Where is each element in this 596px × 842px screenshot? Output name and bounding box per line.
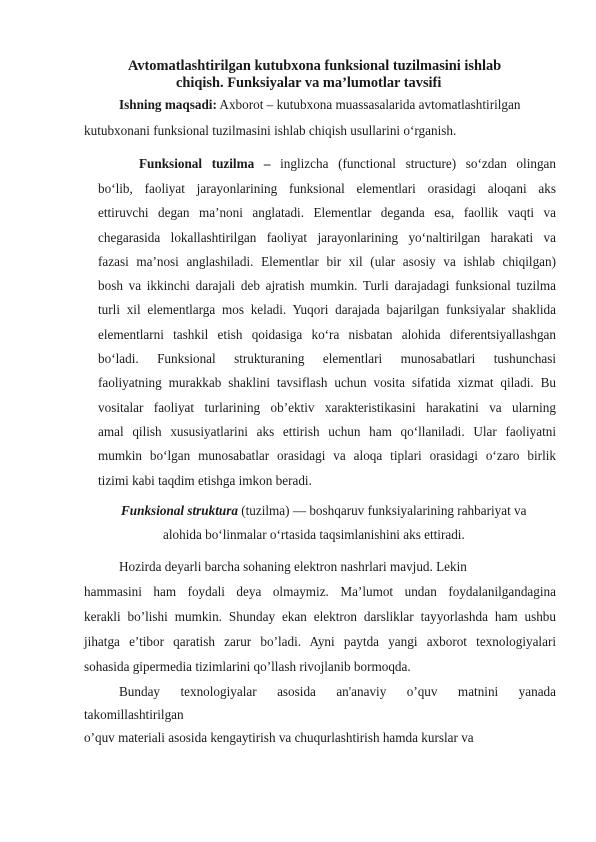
definition-line-12: amal qilish xususiyatlarini aks ettirish uchun ham qo‘llaniladi. Ular faoliyatni: [98, 424, 556, 439]
body-line-7: takomillashtirilgan: [84, 707, 184, 722]
definition-line-2: bo‘lib, faoliyat jarayonlarining funksional elementlari orasidagi aloqani aks: [98, 181, 556, 196]
definition-line-4: chegarasida lokallashtirilgan faoliyat jarayonlarining yo‘naltirilgan harakati va: [98, 230, 556, 245]
body-line-3: kerakli bo’lishi mumkin. Shunday ekan elektron darsliklar tayyorlashda ham ushbu: [84, 609, 556, 624]
body-line-1: Hozirda deyarli barcha sohaning elektron nashrlari mavjud. Lekin: [119, 559, 467, 574]
body-line-2: hammasini ham foydali deya olmaymiz. Ma’lumot undan foydalanilgandagina: [84, 584, 556, 599]
definition-text-1: inglizcha (functional structure) so‘zdan olingan: [270, 156, 556, 171]
page-title-line-1: Avtomatlashtirilgan kutubxona funksional tuzilmasini ishlab: [128, 58, 502, 74]
structure-text-1: (tuzilma) — boshqaruv funksiyalarining rahbariyat va: [237, 503, 527, 518]
definition-line-6: bosh va ikkinchi darajali deb ajratish mumkin. Turli darajadagi funksional tuzilma: [98, 278, 556, 293]
definition-line-7: turli xil elementlarga mos keladi. Yuqori darajada bajarilgan funksiyalar shaklida: [98, 302, 556, 317]
definition-line-8: elementlarni tashkil etish qoidasiga ko‘ra nisbatan alohida diferentsiyallashgan: [98, 327, 556, 342]
structure-line-1: [121, 503, 527, 519]
definition-line-11: vositalar faoliyat turlarining ob’ektiv xarakteristikasini harakatini va ularning: [98, 400, 556, 415]
body-line-8: o’quv materiali asosida kengaytirish va chuqurlashtirish hamda kurslar va: [84, 730, 474, 745]
structure-term: Funksional struktura: [121, 503, 238, 518]
definition-line-10: faoliyatning murakkab shaklini tavsiflash uchun vosita sifatida xizmat qiladi. Bu: [98, 375, 556, 390]
purpose-label: Ishning maqsadi:: [119, 97, 217, 112]
definition-line-14: tizimi kabi taqdim etishga imkon beradi.: [98, 473, 312, 488]
definition-line-9: bo‘ladi. Funksional strukturaning elementlari munosabatlari tushunchasi: [98, 351, 556, 366]
page-title-line-2: chiqish. Funksiyalar va ma’lumotlar tavsifi: [176, 75, 442, 91]
body-line-6: Bunday texnologiyalar asosida an'anaviy o’quv matnini yanada: [119, 684, 556, 699]
body-line-4: jihatga e’tibor qaratish zarur bo’ladi. Ayni paytda yangi axborot texnologiyalari: [84, 634, 556, 649]
purpose-line-2: kutubxonani funksional tuzilmasini ishlab chiqish usullarini o‘rganish.: [84, 123, 457, 138]
body-line-5: sohasida gipermedia tizimlarini qo’llash rivojlanib bormoqda.: [84, 659, 411, 674]
structure-line-2: alohida bo‘linmalar o‘rtasida taqsimlanishini aks ettiradi.: [163, 527, 465, 542]
purpose-line-1: [119, 97, 520, 113]
definition-line-5: fazasi ma’nosi anglashiladi. Elementlar bir xil (ular asosiy va ishlab chiqilgan): [98, 254, 556, 269]
definition-line-13: mumkin bo‘lgan munosabatlar orasidagi va aloqa tiplari orasidagi o‘zaro birlik: [98, 448, 556, 463]
definition-line-1: [139, 156, 556, 172]
definition-term: Funksional tuzilma –: [139, 156, 271, 171]
definition-line-3: ettiruvchi degan ma’noni anglatadi. Elementlar deganda esa, faollik vaqti va: [98, 205, 556, 220]
purpose-text-1: Axborot – kutubxona muassasalarida avtomatlashtirilgan: [216, 97, 521, 112]
